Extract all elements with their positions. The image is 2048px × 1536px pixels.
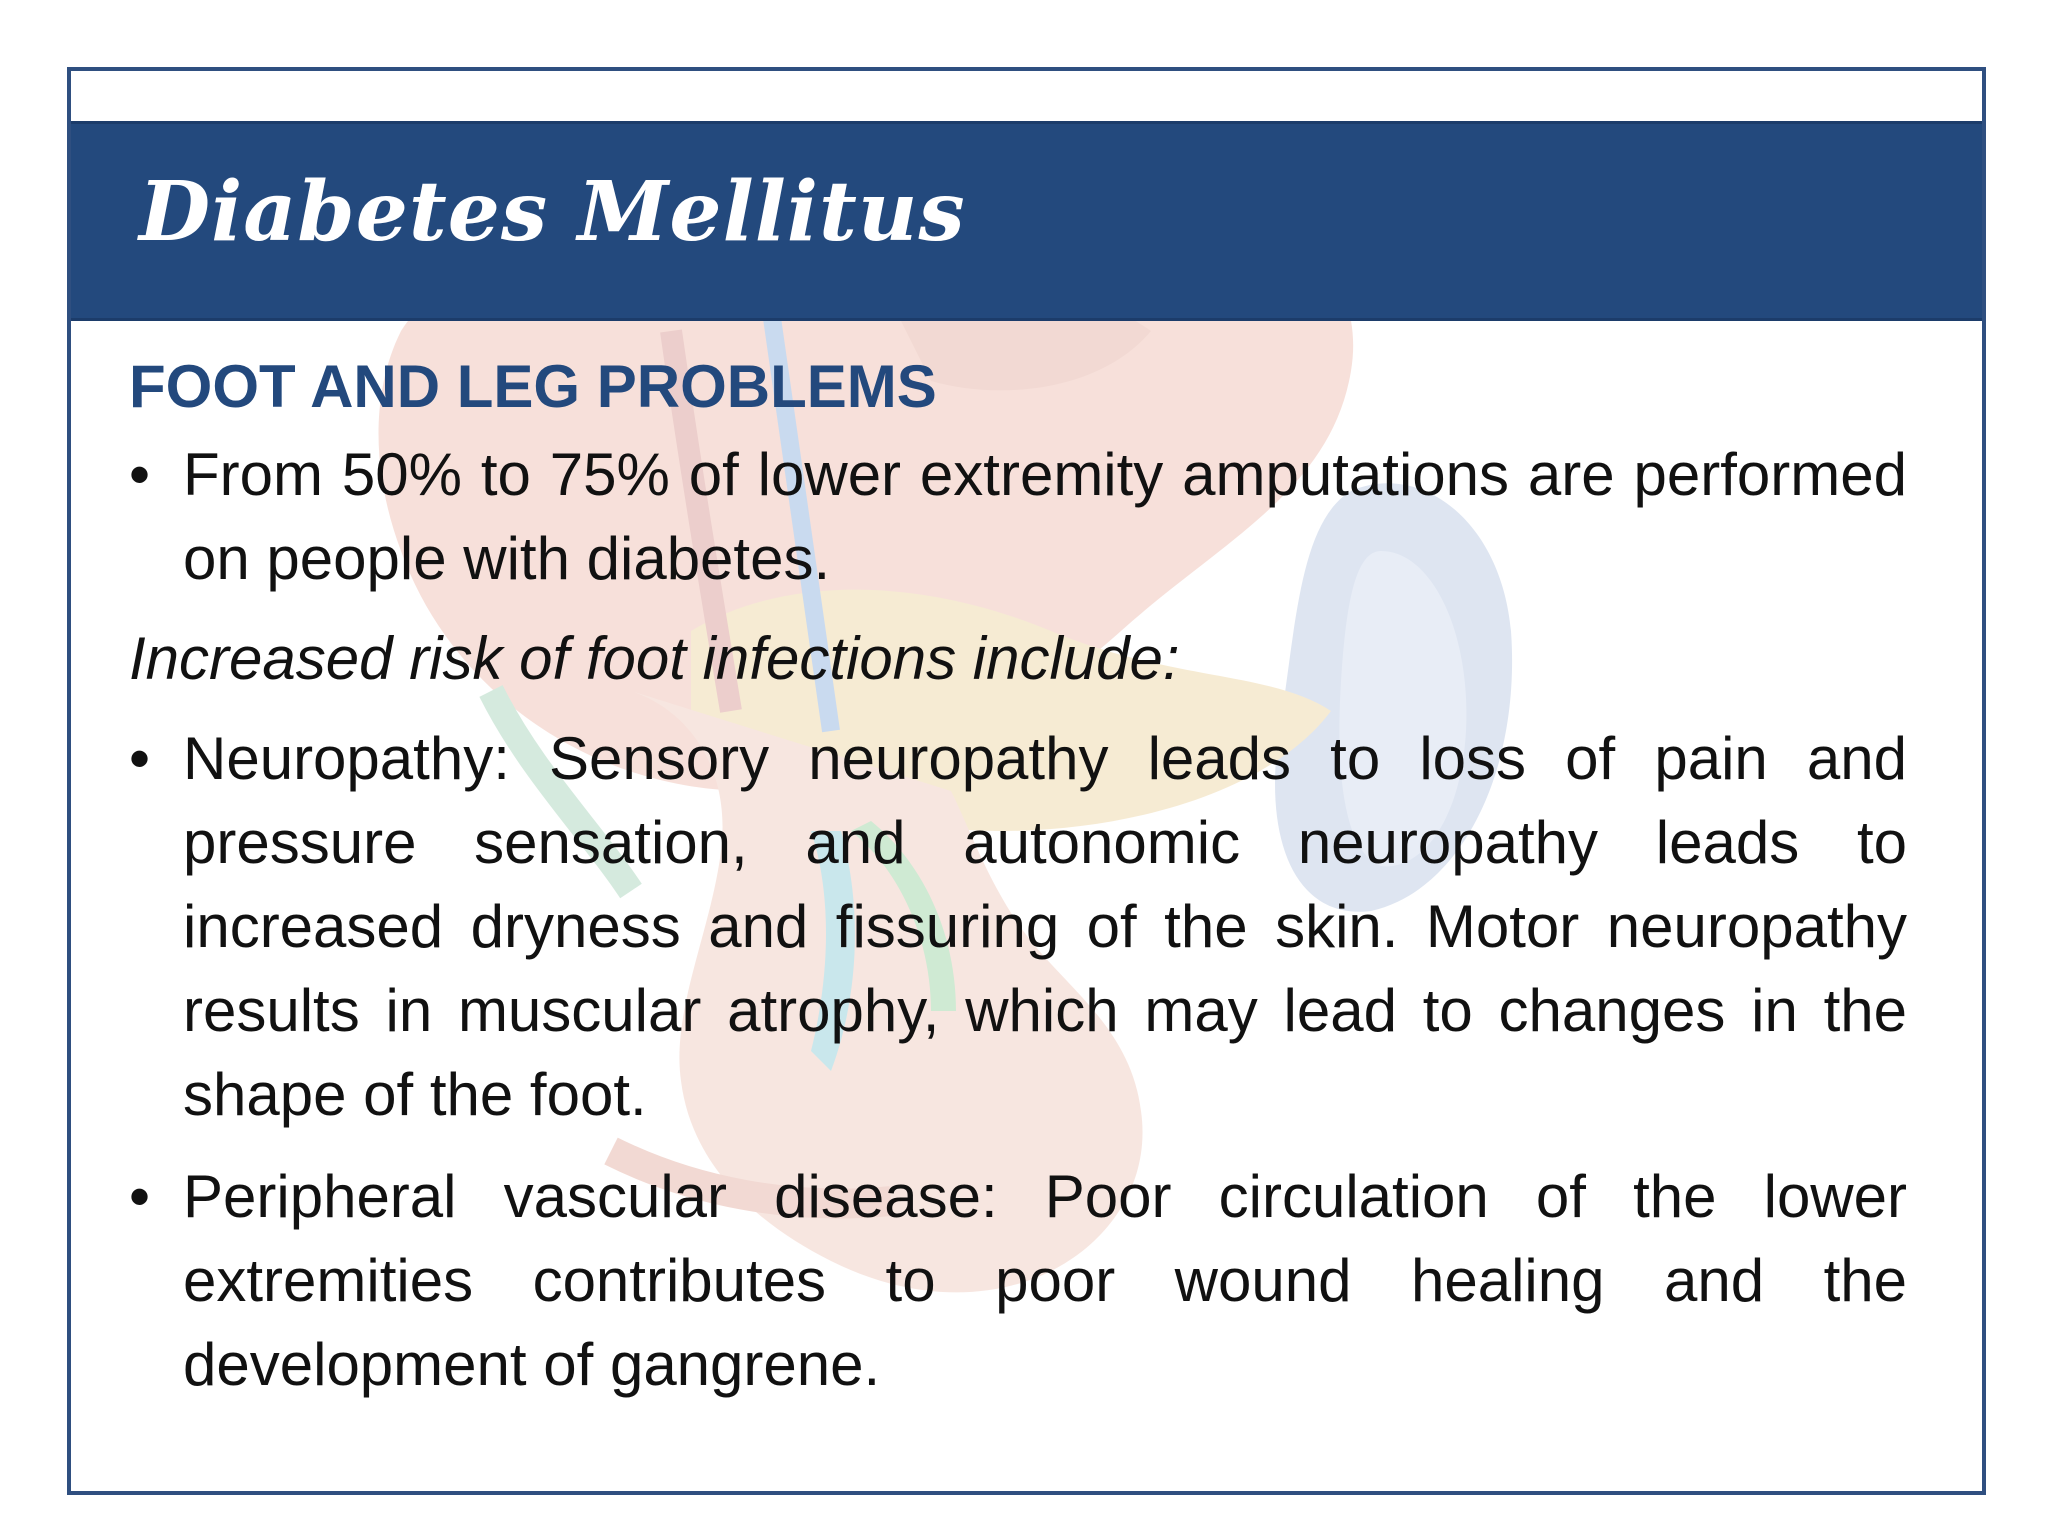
bullet-text: Peripheral vascular disease: Poor circulation of the lower extremities contributes to poor wound healing and the development of gangrene. [183,1163,1907,1398]
slide-frame [67,67,1986,1495]
bullet-neuropathy [129,717,1907,1137]
title-bar [71,121,1982,321]
section-heading: FOOT AND LEG PROBLEMS [129,353,937,420]
bullet-marker: • [129,441,151,508]
bullet-marker: • [129,1163,151,1230]
bullet-vascular-disease [129,1155,1907,1407]
slide-title: Diabetes Mellitus [139,164,966,260]
bullet-marker: • [129,725,151,792]
bullet-text: Neuropathy: Sensory neuropathy leads to loss of pain and pressure sensation, and autonomic neuropathy leads to increased dryness and fissuring of the skin. Motor neuropathy results in muscular atrophy, which may lead to changes in the shape of the foot. [183,725,1907,1128]
slide-content [129,349,1907,1407]
bullet-amputations [129,433,1907,601]
bullet-text: From 50% to 75% of lower extremity amputations are performed on people with diabetes. [183,441,1907,592]
subheading-risk: Increased risk of foot infections include: [129,625,1180,692]
